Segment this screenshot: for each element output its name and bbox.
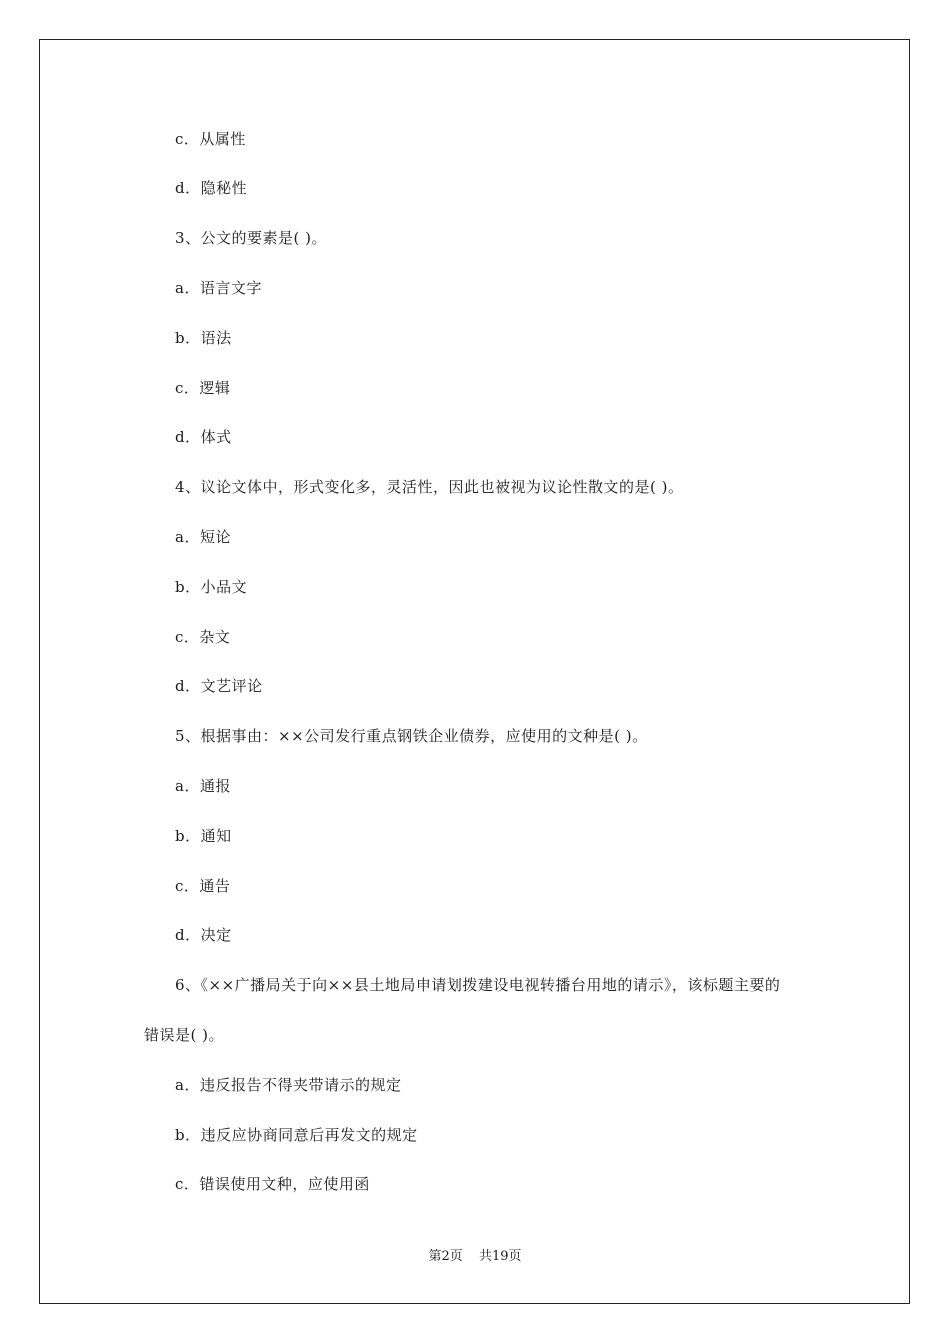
- option-d: d．文艺评论: [175, 677, 263, 695]
- option-b: b．小品文: [175, 578, 248, 596]
- question-4: 4、议论文体中，形式变化多，灵活性，因此也被视为议论性散文的是( )。: [175, 478, 684, 496]
- option-a: a．违反报告不得夹带请示的规定: [175, 1076, 402, 1094]
- option-b: b．通知: [175, 827, 232, 845]
- question-6-continuation: 错误是( )。: [144, 1026, 224, 1044]
- option-c: c．杂文: [175, 628, 231, 646]
- option-c: c．逻辑: [175, 379, 231, 397]
- question-5: 5、根据事由：××公司发行重点钢铁企业债券，应使用的文种是( )。: [175, 727, 648, 745]
- option-d: d．体式: [175, 428, 232, 446]
- page-total: 共19页: [478, 1249, 522, 1264]
- page-border: [39, 39, 910, 1304]
- option-c: c．通告: [175, 877, 231, 895]
- option-a: a．短论: [175, 528, 231, 546]
- option-b: b．语法: [175, 329, 232, 347]
- page-number: 第2页: [428, 1249, 463, 1264]
- option-a: a．语言文字: [175, 279, 262, 297]
- question-3: 3、公文的要素是( )。: [175, 229, 328, 247]
- option-d: d．决定: [175, 926, 232, 944]
- option-c: c．从属性: [175, 130, 246, 148]
- page-footer: [0, 1248, 950, 1266]
- question-6: 6、《××广播局关于向××县土地局申请划拨建设电视转播台用地的请示》，该标题主要的: [175, 976, 781, 994]
- option-b: b．违反应协商同意后再发文的规定: [175, 1126, 418, 1144]
- option-c: c．错误使用文种，应使用函: [175, 1175, 370, 1193]
- option-a: a．通报: [175, 777, 231, 795]
- option-d: d．隐秘性: [175, 179, 248, 197]
